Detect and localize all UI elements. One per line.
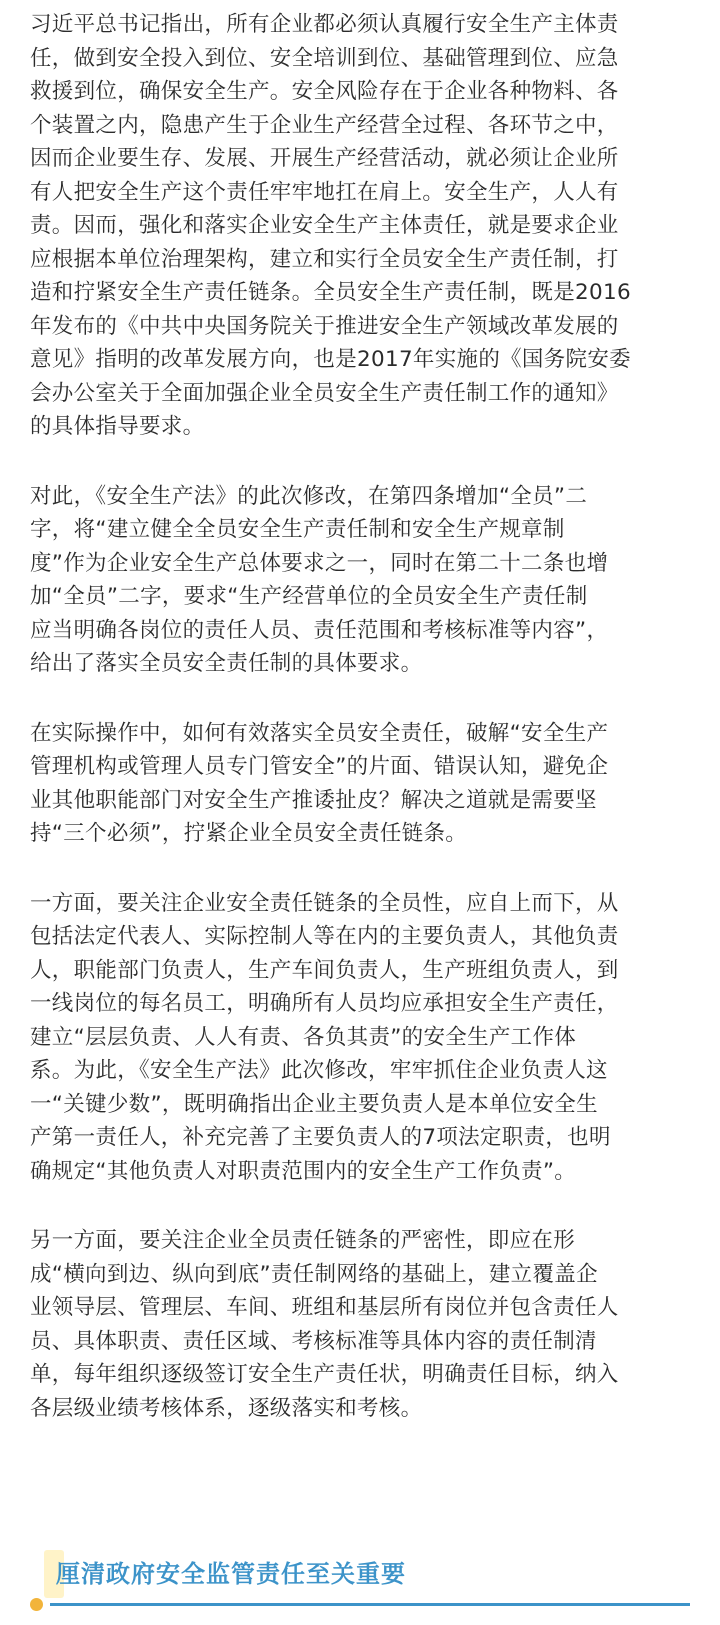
paragraph-3: 在实际操作中，如何有效落实全员安全责任，破解“安全生产 管理机构或管理人员专门管安全”的片面、错误认知，避免企 业其他职能部门对安全生产推诿扯皮？解决之道就是需要坚 持“三个必须”，拧紧企业全员安全责任链条。 — [30, 720, 609, 846]
article-body — [30, 8, 680, 1461]
section-heading-title: 厘清政府安全监管责任至关重要 — [56, 1560, 406, 1588]
paragraph-1: 习近平总书记指出，所有企业都必须认真履行安全生产主体责 任，做到安全投入到位、安全培训到位、基础管理到位、应急 救援到位，确保安全生产。安全风险存在于企业各种物料、各 个装置之内，隐患产生于企业生产经营全过程、各环节之中， 因而企业要生存、发展、开展生产经营活动，就必须让企业所 有人把安全生产这个责任牢牢地扛在肩上。安全生产，人人有 责。因而，强化和落实企业安全生产主体责任，就是要求企业 应根据本单位治理架构，建立和实行全员安全生产责任制，打 造和拧紧安全生产责任链条。全员安全生产责任制，既是2016 年发布的《中共中央国务院关于推进安全生产领域改革发展的 意见》指明的改革发展方向，也是2017年实施的《国务院安委 会办公室关于全面加强企业全员安全生产责任制工作的通知》 的具体指导要求。 — [30, 12, 631, 439]
heading-underline — [50, 1603, 690, 1606]
paragraph-4: 一方面，要关注企业安全责任链条的全员性，应自上而下，从 包括法定代表人、实际控制人等在内的主要负责人，其他负责 人，职能部门负责人，生产车间负责人，生产班组负责人，到 一线岗位的每名员工，明确所有人员均应承担安全生产责任， 建立“层层负责、人人有责、各负其责”的安全生产工作体 系。为此，《安全生产法》此次修改，牢牢抓住企业负责人这 一“关键少数”，既明确指出企业主要负责人是本单位安全生 产第一责任人，补充完善了主要负责人的7项法定职责，也明 确规定“其他负责人对职责范围内的安全生产工作负责”。 — [30, 890, 619, 1184]
paragraph-2: 对此，《安全生产法》的此次修改，在第四条增加“全员”二 字，将“建立健全全员安全生产责任制和安全生产规章制 度”作为企业安全生产总体要求之一，同时在第二十二条也增 加“全员”二字，要求“生产经营单位的全员安全生产责任制 应当明确各岗位的责任人员、责任范围和考核标准等内容”， 给出了落实全员安全责任制的具体要求。 — [30, 483, 609, 676]
section-heading — [30, 1548, 690, 1618]
heading-dot-icon — [30, 1598, 43, 1611]
paragraph-5: 另一方面，要关注企业全员责任链条的严密性，即应在形 成“横向到边、纵向到底”责任制网络的基础上，建立覆盖企 业领导层、管理层、车间、班组和基层所有岗位并包含责任人 员、具体职责、责任区域、考核标准等具体内容的责任制清 单，每年组织逐级签订安全生产责任状，明确责任目标，纳入 各层级业绩考核体系，逐级落实和考核。 — [30, 1228, 619, 1421]
